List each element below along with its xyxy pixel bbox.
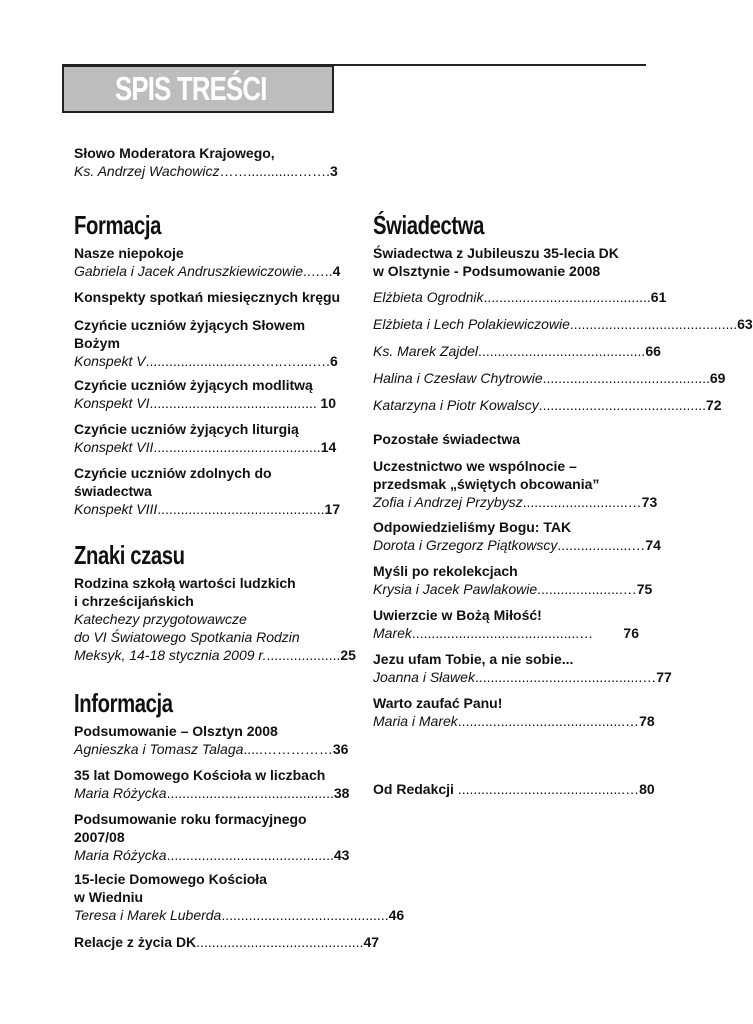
dot-leader: ...........................… bbox=[522, 494, 642, 510]
entry-title: Jezu ufam Tobie, a nie sobie... bbox=[373, 651, 574, 667]
page-number: 78 bbox=[639, 713, 655, 729]
entry-subtitle: do VI Światowego Spotkania Rodzin bbox=[74, 629, 300, 645]
dot-leader: ...................… bbox=[557, 537, 646, 553]
entry-line bbox=[373, 580, 653, 598]
subsection-title: Pozostałe świadectwa bbox=[373, 431, 521, 447]
page-number: 43 bbox=[333, 847, 350, 863]
toc-entry[interactable] bbox=[373, 694, 655, 730]
toc-entry[interactable] bbox=[373, 562, 653, 598]
entry-author: Halina i Czesław Chytrowie bbox=[373, 370, 543, 386]
entry-line bbox=[373, 780, 655, 798]
entry-line bbox=[74, 262, 341, 280]
dot-leader: ........................................... bbox=[157, 501, 325, 517]
page-number: 38 bbox=[333, 785, 350, 801]
dot-leader: …….............……. bbox=[219, 163, 330, 179]
entry-title-cont: 2007/08 bbox=[74, 829, 125, 845]
entry-line bbox=[373, 369, 726, 387]
dot-leader: ...........................................… bbox=[457, 713, 640, 729]
entry-author: Zofia i Andrzej Przybysz bbox=[373, 494, 523, 510]
page-number: 72 bbox=[706, 397, 722, 413]
page-number: 80 bbox=[639, 781, 655, 797]
entry-title-cont: w Olsztynie - Podsumowanie 2008 bbox=[373, 263, 601, 279]
entry-title: Uwierzcie w Bożą Miłość! bbox=[373, 607, 542, 623]
entry-line bbox=[74, 846, 350, 864]
page-number: 14 bbox=[320, 439, 337, 455]
page-number: 25 bbox=[340, 647, 356, 663]
entry-author: Konspekt VII bbox=[74, 439, 154, 455]
dot-leader: ........................................... bbox=[569, 316, 738, 332]
entry-line bbox=[74, 906, 405, 924]
entry-title-cont: Bożym bbox=[74, 335, 120, 351]
toc-entry[interactable] bbox=[373, 244, 639, 280]
page-number: 76 bbox=[623, 625, 639, 641]
toc-entry[interactable] bbox=[373, 315, 753, 333]
toc-entry[interactable] bbox=[373, 780, 655, 798]
entry-title: 35 lat Domowego Kościoła w liczbach bbox=[74, 767, 326, 783]
dot-leader: ........................................... bbox=[542, 370, 710, 386]
dot-leader: ................... bbox=[266, 647, 341, 663]
toc-entry[interactable] bbox=[74, 244, 341, 280]
entry-author: Ks. Andrzej Wachowicz bbox=[74, 163, 220, 179]
toc-entry[interactable] bbox=[373, 288, 667, 306]
intro-entry[interactable] bbox=[74, 144, 336, 180]
page-number: 66 bbox=[645, 343, 661, 359]
page-number: 4 bbox=[332, 263, 341, 279]
dot-leader: ..….. bbox=[303, 263, 333, 279]
entry-title-cont: w Wiedniu bbox=[74, 889, 144, 905]
entry-author: Teresa i Marek Luberda bbox=[74, 907, 222, 923]
page-title: SPIS TREŚCI bbox=[115, 70, 267, 107]
entry-author: Joanna i Sławek bbox=[373, 669, 475, 685]
entry-author: Konspekt VI bbox=[74, 395, 150, 411]
page-number: 69 bbox=[709, 370, 726, 386]
toc-entry[interactable] bbox=[74, 933, 380, 951]
entry-author: Ks. Marek Zajdel bbox=[373, 343, 479, 359]
entry-line bbox=[373, 288, 667, 306]
entry-line bbox=[373, 668, 672, 686]
entry-line bbox=[74, 784, 350, 802]
entry-author: Marek bbox=[373, 625, 412, 641]
page-number: 63 bbox=[737, 316, 753, 332]
entry-author: Gabriela i Jacek Andruszkiewiczowie bbox=[74, 263, 304, 279]
entry-author: Maria i Marek bbox=[373, 713, 458, 729]
dot-leader: ........................................... bbox=[538, 397, 706, 413]
entry-title: Czyńcie uczniów żyjących modlitwą bbox=[74, 377, 313, 393]
entry-line bbox=[373, 712, 655, 730]
toc-entry[interactable] bbox=[74, 574, 356, 664]
entry-title: Rodzina szkołą wartości ludzkich bbox=[74, 575, 296, 591]
entry-title-cont: i chrześcijańskich bbox=[74, 593, 194, 609]
page-number: 47 bbox=[363, 934, 380, 950]
dot-leader: ........................................... bbox=[196, 934, 364, 950]
toc-entry[interactable] bbox=[74, 376, 336, 412]
section-heading: Informacja bbox=[74, 688, 173, 718]
page-number: 75 bbox=[636, 581, 653, 597]
entry-title: Czyńcie uczniów żyjących Słowem bbox=[74, 317, 306, 333]
dot-leader: .....…………… bbox=[243, 741, 333, 757]
entry-title: Relacje z życia DK bbox=[74, 934, 197, 950]
dot-leader: ......................… bbox=[537, 581, 637, 597]
entry-line bbox=[74, 438, 336, 456]
entry-title: Warto zaufać Panu! bbox=[373, 695, 503, 711]
entry-line bbox=[74, 352, 336, 370]
dot-leader: ........................................... bbox=[166, 847, 334, 863]
dot-leader: ...........................................… bbox=[457, 781, 640, 797]
entry-author: Elżbieta i Lech Polakiewiczowie bbox=[373, 316, 570, 332]
entry-title-cont: świadectwa bbox=[74, 483, 152, 499]
entry-line bbox=[74, 740, 349, 758]
section-informacja bbox=[74, 688, 336, 722]
entry-author: Konspekt V bbox=[74, 353, 146, 369]
entry-line bbox=[74, 394, 336, 412]
entry-line bbox=[74, 500, 341, 518]
dot-leader: ........................................... bbox=[221, 907, 389, 923]
entry-line bbox=[373, 624, 639, 642]
entry-author: Konspekt VIII bbox=[74, 501, 158, 517]
entry-line bbox=[373, 342, 661, 360]
page-number: 17 bbox=[324, 501, 341, 517]
entry-author: Agnieszka i Tomasz Talaga bbox=[74, 741, 244, 757]
entry-author: Katarzyna i Piotr Kowalscy bbox=[373, 397, 539, 413]
toc-entry[interactable] bbox=[74, 810, 350, 864]
section-swiadectwa bbox=[373, 210, 639, 244]
page-number: 3 bbox=[329, 163, 338, 179]
section-heading: Znaki czasu bbox=[74, 540, 185, 570]
entry-title: Słowo Moderatora Krajowego, bbox=[74, 145, 275, 161]
subsection-heading bbox=[373, 430, 639, 448]
toc-entry[interactable] bbox=[373, 457, 658, 511]
entry-title: Świadectwa z Jubileuszu 35-lecia DK bbox=[373, 245, 619, 261]
entry-line bbox=[74, 646, 356, 664]
section-formacja bbox=[74, 210, 336, 244]
page-number: 46 bbox=[388, 907, 405, 923]
toc-entry[interactable] bbox=[74, 316, 336, 370]
section-heading: Świadectwa bbox=[373, 210, 485, 240]
entry-title: Myśli po rekolekcjach bbox=[373, 563, 518, 579]
toc-entry[interactable] bbox=[74, 870, 405, 924]
entry-line bbox=[373, 315, 753, 333]
entry-line bbox=[74, 162, 336, 180]
toc-entry[interactable] bbox=[373, 342, 661, 360]
page-number: 77 bbox=[656, 669, 672, 685]
entry-title: Uczestnictwo we wspólnocie – bbox=[373, 458, 577, 474]
toc-entry[interactable] bbox=[74, 420, 336, 456]
entry-line bbox=[373, 536, 661, 554]
dot-leader: ........................................... bbox=[153, 439, 321, 455]
entry-author: Maria Różycka bbox=[74, 785, 167, 801]
toc-entry[interactable] bbox=[373, 518, 661, 554]
section-heading: Formacja bbox=[74, 210, 162, 240]
dot-leader: ........................................... bbox=[483, 289, 651, 305]
entry-title: Od Redakcji bbox=[373, 781, 458, 797]
section-znaki-czasu bbox=[74, 540, 336, 574]
entry-author: Dorota i Grzegorz Piątkowscy bbox=[373, 537, 558, 553]
entry-title: 15-lecie Domowego Kościoła bbox=[74, 871, 267, 887]
entry-line bbox=[373, 396, 722, 414]
entry-title: Czyńcie uczniów zdolnych do bbox=[74, 465, 272, 481]
toc-entry[interactable] bbox=[74, 464, 341, 518]
entry-author: Krysia i Jacek Pawlakowie bbox=[373, 581, 538, 597]
toc-entry[interactable] bbox=[74, 288, 341, 306]
entry-title: Podsumowanie roku formacyjnego bbox=[74, 811, 307, 827]
entry-title: Konspekty spotkań miesięcznych kręgu bbox=[74, 289, 341, 305]
toc-entry[interactable] bbox=[373, 606, 639, 642]
dot-leader: ........................................... bbox=[478, 343, 646, 359]
page-number: 36 bbox=[332, 741, 349, 757]
dot-leader: ..........................……..…....…. bbox=[145, 353, 330, 369]
dot-leader: ........................................... bbox=[166, 785, 334, 801]
dot-leader: ...........................................… bbox=[411, 625, 594, 641]
page-number: 74 bbox=[645, 537, 661, 553]
toc-entry[interactable] bbox=[74, 766, 350, 802]
entry-title: Czyńcie uczniów żyjących liturgią bbox=[74, 421, 299, 437]
page-number: 6 bbox=[329, 353, 338, 369]
toc-entry[interactable] bbox=[373, 369, 726, 387]
page-number: 61 bbox=[650, 289, 667, 305]
page-number: 73 bbox=[641, 494, 658, 510]
dot-leader: ...........................................… bbox=[474, 669, 657, 685]
entry-title-cont: przedsmak „świętych obcowania” bbox=[373, 476, 600, 492]
toc-entry[interactable] bbox=[373, 396, 722, 414]
toc-entry[interactable] bbox=[74, 722, 349, 758]
entry-title: Podsumowanie – Olsztyn 2008 bbox=[74, 723, 278, 739]
entry-title: Odpowiedzieliśmy Bogu: TAK bbox=[373, 519, 572, 535]
entry-line bbox=[74, 933, 380, 951]
entry-author: Maria Różycka bbox=[74, 847, 167, 863]
dot-leader: ........................................... bbox=[149, 395, 317, 411]
page-number: 10 bbox=[320, 395, 336, 411]
entry-subtitle: Katechezy przygotowawcze bbox=[74, 611, 247, 627]
entry-author: Elżbieta Ogrodnik bbox=[373, 289, 484, 305]
toc-entry[interactable] bbox=[373, 650, 672, 686]
entry-author: Meksyk, 14-18 stycznia 2009 r. bbox=[74, 647, 267, 663]
entry-title: Nasze niepokoje bbox=[74, 245, 184, 261]
entry-line bbox=[373, 493, 658, 511]
